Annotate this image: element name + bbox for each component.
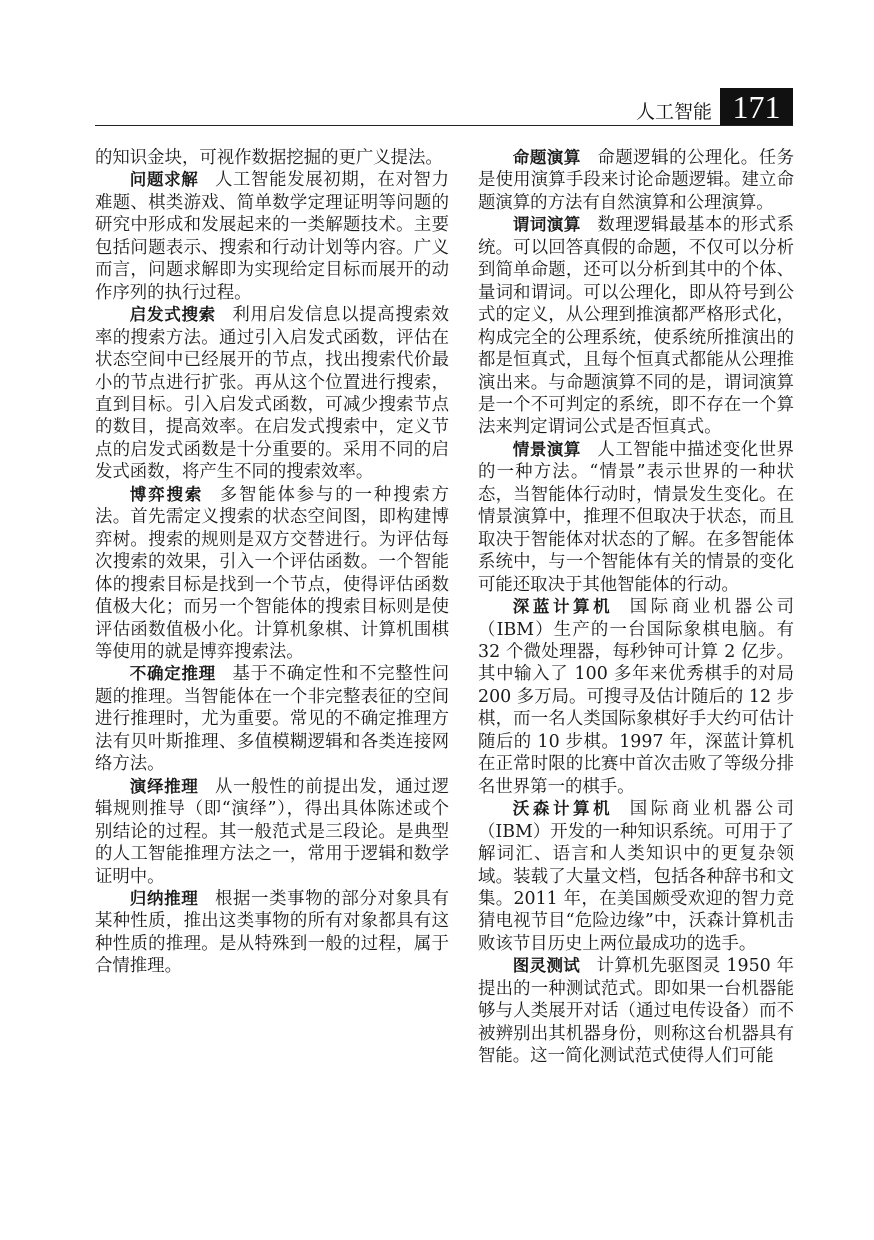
entry-text: 人工智能中描述变化世界的一种方法。“情景”表示世界的一种状态，当智能体行动时，情景发生变化。在情景演算中，推理不但取决于状态，而且取决于智能体对状态的了解。在多智能体系统中，与一个智能体有关的情景的变化可能还取决于其他智能体的行动。 <box>478 439 794 595</box>
section-title: 人工智能 <box>636 101 713 123</box>
entry-term: 启发式搜索 <box>129 305 216 325</box>
entry-text: 国际商业机器公司（IBM）开发的一种知识系统。可用于了解词汇、语言和人类知识中的更复杂领域。装载了大量文档，包括各种辞书和文集。2011 年，在美国颇受欢迎的智力竞猜电视节目“危险边缘”中，沃森计算机击败该节目历史上两位最成功的选手。 <box>478 799 794 954</box>
entry-text: 利用启发信息以提高搜索效率的搜索方法。通过引入启发式函数，评估在状态空间中已经展开的节点，找出搜索代价最小的节点进行扩张。再从这个位置进行搜索，直到目标。引入启发式函数，可减少搜索节点的数目，提高效率。在启发式搜索中，定义节点的启发式函数是十分重要的。采用不同的启发式函数，将产生不同的搜索效率。 <box>95 305 449 483</box>
entry <box>95 776 449 888</box>
entry-term: 深蓝计算机 <box>512 597 614 617</box>
entry-term: 情景演算 <box>512 439 581 459</box>
entry-text: 人工智能发展初期，在对智力难题、棋类游戏、简单数学定理证明等问题的研究中形成和发展起来的一类解题技术。主要包括问题表示、搜索和行动计划等内容。广义而言，问题求解即为实现给定目标而展开的动作序列的执行过程。 <box>95 170 449 303</box>
entry-term: 演绎推理 <box>129 776 199 796</box>
page-number: 171 <box>720 88 793 125</box>
entry <box>478 147 794 214</box>
entry-text: 根据一类事物的部分对象具有某种性质，推出这类事物的所有对象都具有这种性质的推理。是从特殊到一般的过程，属于合情推理。 <box>95 888 449 977</box>
entry <box>478 798 794 955</box>
entry-text: 命题逻辑的公理化。任务是使用演算手段来讨论命题逻辑。建立命题演算的方法有自然演算和公理演算。 <box>478 148 794 213</box>
entry <box>478 214 794 439</box>
entry <box>95 484 449 664</box>
left-column <box>95 147 449 978</box>
entry <box>478 596 794 798</box>
entry-term: 谓词演算 <box>512 215 581 235</box>
entry-term: 沃森计算机 <box>512 799 614 819</box>
entry-text: 国际商业机器公司（IBM）生产的一台国际象棋电脑。有 32 个微处理器，每秒钟可计算 2 亿步。其中输入了 100 多年来优秀棋手的对局 200 多万局。可搜寻及估计随后的 12 步棋，而一名人类国际象棋好手大约可估计随后的 10 步棋。1997 年，深蓝计算机在正常时限的比赛中首次击败了等级分排名世界第一的棋手。 <box>478 597 794 797</box>
entry <box>95 169 449 304</box>
right-column <box>478 147 794 1068</box>
entry-term: 博弈搜索 <box>129 484 204 504</box>
entry-term: 问题求解 <box>129 170 199 190</box>
entry <box>95 304 449 484</box>
entry-term: 归纳推理 <box>129 888 199 908</box>
entry <box>95 888 449 978</box>
entry-term: 图灵测试 <box>512 956 581 976</box>
continuation-paragraph: 的知识金块，可视作数据挖掘的更广义提法。 <box>95 148 443 168</box>
entry-text: 数理逻辑最基本的形式系统。可以回答真假的命题，不仅可以分析到简单命题，还可以分析到其中的个体、量词和谓词。可以公理化，即从符号到公式的定义，从公理到推演都严格形式化，构成完全的公理系统，使系统所推演出的都是恒真式，且每个恒真式都能从公理推演出来。与命题演算不同的是，谓词演算是一个不可判定的系统，即不存在一个算法来判定谓词公式是否恒真式。 <box>478 215 794 438</box>
entry-text: 从一般性的前提出发，通过逻辑规则推导（即“演绎”），得出具体陈述或个别结论的过程。其一般范式是三段论。是典型的人工智能推理方法之一，常用于逻辑和数学证明中。 <box>95 776 449 887</box>
entry-term: 命题演算 <box>512 148 581 167</box>
entry <box>478 955 794 1067</box>
entry-text: 基于不确定性和不完整性问题的推理。当智能体在一个非完整表征的空间进行推理时，尤为重要。常见的不确定推理方法有贝叶斯推理、多值模糊逻辑和各类连接网络方法。 <box>95 664 449 775</box>
entry <box>478 439 794 596</box>
header-rule <box>95 125 793 126</box>
entry-term: 不确定推理 <box>129 664 216 684</box>
entry-text: 多智能体参与的一种搜索方法。首先需定义搜索的状态空间图，即构建博弈树。搜索的规则是双方交替进行。为评估每次搜索的效果，引入一个评估函数。一个智能体的搜索目标是找到一个节点，使得评估函数值极大化；而另一个智能体的搜索目标则是使评估函数值极小化。计算机象棋、计算机围棋等使用的就是博弈搜索法。 <box>95 484 449 662</box>
entry <box>95 663 449 775</box>
entry-text: 计算机先驱图灵 1950 年提出的一种测试范式。即如果一台机器能够与人类展开对话（通过电传设备）而不被辨别出其机器身份，则称这台机器具有智能。这一简化测试范式使得人们可能 <box>478 956 794 1067</box>
